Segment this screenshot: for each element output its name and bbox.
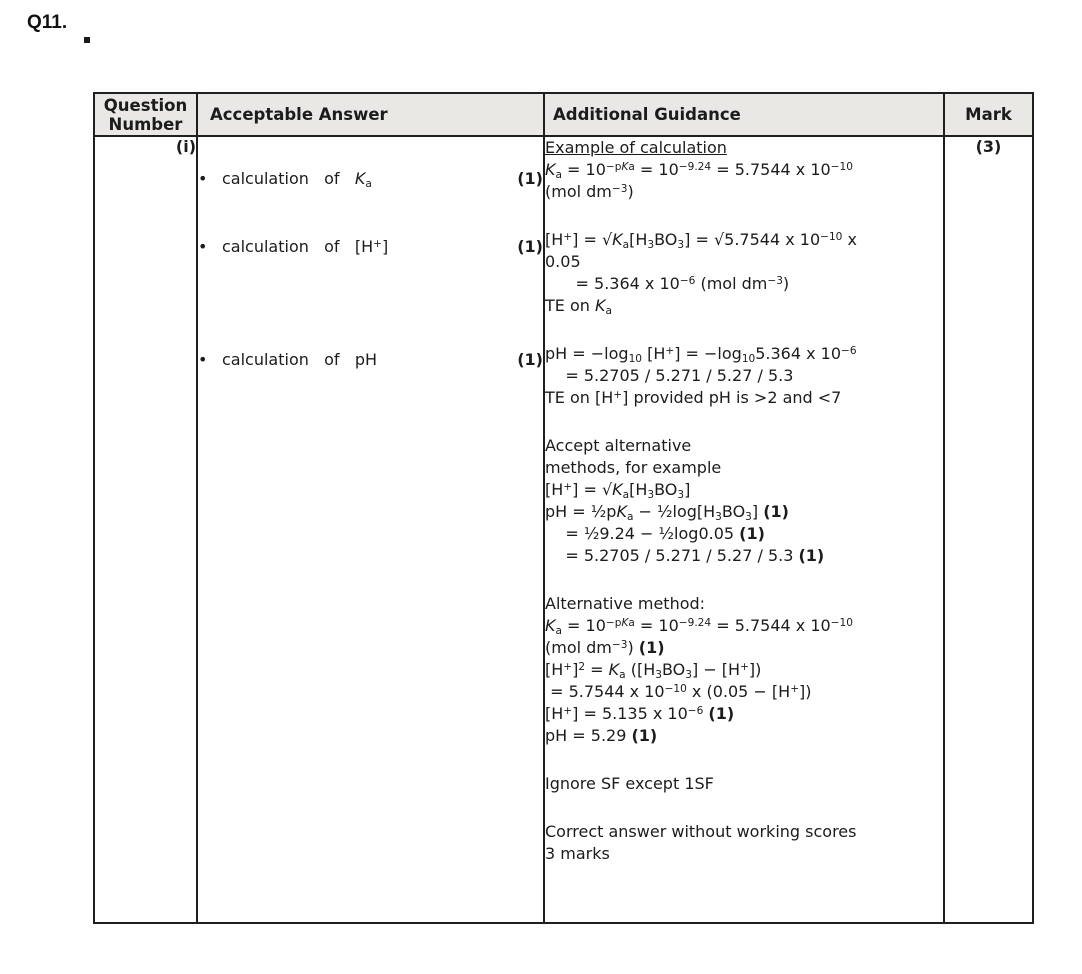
guidance-line: $K_a = 10^{-pKa} = 10^{-9.24} = 5.7544$ x $10^{-10}$ bbox=[545, 160, 853, 181]
guidance-line: $[H^+] = √K_a[H_3BO_3] = √5.7544$ x $10^{-10}$ x bbox=[545, 230, 857, 251]
answer-bullet-text: calculation of pH bbox=[222, 350, 378, 369]
guidance-line: 3 marks bbox=[545, 844, 610, 863]
guidance-line: $[H^+]^2 = K_a$ $([H_3BO_3] - [H^+])$ bbox=[545, 660, 762, 681]
guidance-line: TE on $K_a$ bbox=[545, 296, 612, 317]
guidance-line: = 5.2705 / 5.271 / 5.27 / 5.3 bbox=[545, 366, 794, 385]
guidance-block bbox=[545, 229, 943, 317]
bullet-icon: • bbox=[198, 169, 208, 188]
guidance-line: Alternative method: bbox=[545, 594, 706, 613]
guidance-line: Accept alternative bbox=[545, 436, 692, 455]
guidance-line: (mol $dm^{-3}$) bbox=[545, 182, 634, 201]
acceptable-answer-list bbox=[198, 168, 543, 371]
answer-bullet-text: calculation of [H+] bbox=[222, 237, 389, 256]
guidance-line: $K_a = 10^{-pKa} = 10^{-9.24} = 5.7544$ x $10^{-10}$ bbox=[545, 616, 853, 637]
guidance-line: = ½9.24 − ½log0.05 (1) bbox=[545, 524, 765, 543]
guidance-line: Ignore SF except 1SF bbox=[545, 774, 714, 793]
guidance-line: pH = $-\log_{10}$ $[H^+] = -\log_{10}5.364$ x $10^{-6}$ bbox=[545, 344, 857, 365]
question-label: Q11. bbox=[27, 12, 68, 33]
col-header-acceptable-answer: Acceptable Answer bbox=[197, 93, 544, 136]
guidance-block bbox=[545, 593, 943, 747]
guidance-line: pH = $\frac{1}{2}pK_a$ − $\frac{1}{2}\log[H_3BO_3]$ (1) bbox=[545, 502, 789, 523]
answer-bullet-item bbox=[198, 168, 543, 190]
answer-bullet-mark: (1) bbox=[517, 169, 543, 188]
answer-bullet-text: calculation of $K_a$ bbox=[222, 169, 372, 190]
answer-bullet-mark: (1) bbox=[517, 350, 543, 369]
bullet-icon: • bbox=[198, 237, 208, 256]
guidance-line: = 5.364 x $10^{-6}$ (mol $dm^{-3}$) bbox=[545, 274, 790, 293]
scan-artifact-dot bbox=[84, 37, 90, 43]
guidance-line: pH = 5.29 (1) bbox=[545, 726, 658, 745]
col-header-additional-guidance: Additional Guidance bbox=[544, 93, 944, 136]
guidance-line: $[H^+] = √K_a[H_3BO_3]$ bbox=[545, 480, 691, 501]
additional-guidance-content bbox=[545, 137, 943, 865]
guidance-line: [H+] = 5.135 x $10^{-6}$ (1) bbox=[545, 704, 735, 723]
guidance-block bbox=[545, 773, 943, 795]
guidance-line: Example of calculation bbox=[545, 138, 727, 157]
guidance-block bbox=[545, 435, 943, 567]
guidance-line: 0.05 bbox=[545, 252, 581, 271]
bullet-icon: • bbox=[198, 350, 208, 369]
guidance-line: TE on [H+] provided pH is >2 and <7 bbox=[545, 388, 842, 407]
table-row bbox=[94, 136, 1033, 923]
answer-bullet-item bbox=[198, 236, 543, 258]
guidance-line: methods, for example bbox=[545, 458, 722, 477]
col-header-question-number: Question Number bbox=[94, 93, 197, 136]
guidance-line: = 5.2705 / 5.271 / 5.27 / 5.3 (1) bbox=[545, 546, 825, 565]
guidance-line: = 5.7544 x $10^{-10}$ x (0.05 − [H+]) bbox=[545, 682, 812, 701]
answer-bullet-item bbox=[198, 349, 543, 371]
mark-cell: (3) bbox=[944, 136, 1033, 923]
col-header-mark: Mark bbox=[944, 93, 1033, 136]
table-header-row bbox=[94, 93, 1033, 136]
guidance-block bbox=[545, 821, 943, 865]
guidance-line: Correct answer without working scores bbox=[545, 822, 857, 841]
guidance-block bbox=[545, 137, 943, 203]
answer-bullet-mark: (1) bbox=[517, 237, 543, 256]
acceptable-answer-cell bbox=[197, 136, 544, 923]
mark-scheme-table bbox=[93, 92, 1034, 924]
guidance-line: (mol $dm^{-3}$) (1) bbox=[545, 638, 665, 657]
additional-guidance-cell bbox=[544, 136, 944, 923]
guidance-block bbox=[545, 343, 943, 409]
question-number-cell: (i) bbox=[94, 136, 197, 923]
